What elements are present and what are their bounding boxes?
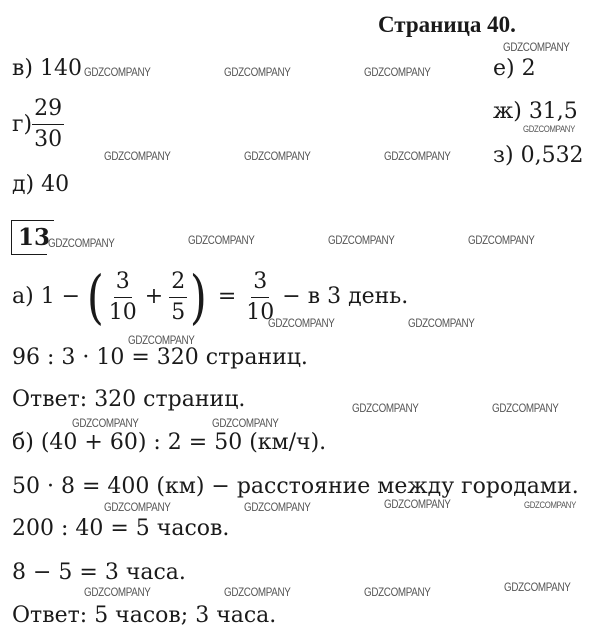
fraction-denominator: 10: [246, 299, 275, 325]
solution-line-6: 200 : 40 = 5 часов.: [12, 516, 230, 541]
watermark: GDZCOMPANY: [104, 149, 171, 163]
watermark: GDZCOMPANY: [212, 416, 279, 430]
answer-e: е) 2: [493, 56, 536, 81]
watermark: GDZCOMPANY: [364, 65, 431, 79]
fraction-denominator: 5: [171, 299, 186, 325]
fraction-numerator: 2: [169, 269, 187, 298]
watermark: GDZCOMPANY: [224, 65, 291, 79]
watermark: GDZCOMPANY: [128, 333, 195, 347]
watermark: GDZCOMPANY: [224, 585, 291, 599]
plus-sign: +: [144, 284, 164, 309]
watermark: GDZCOMPANY: [523, 124, 575, 135]
watermark: GDZCOMPANY: [492, 401, 559, 415]
solution-line-4: б) (40 + 60) : 2 = 50 (км/ч).: [12, 430, 327, 455]
answer-g-label: г): [12, 111, 33, 137]
watermark: GDZCOMPANY: [244, 500, 311, 514]
watermark: GDZCOMPANY: [84, 65, 151, 79]
watermark: GDZCOMPANY: [48, 236, 115, 250]
watermark: GDZCOMPANY: [504, 580, 571, 594]
solution-line-7: 8 − 5 = 3 часа.: [12, 560, 186, 585]
fraction-numerator: 3: [251, 269, 269, 298]
fraction-numerator: 29: [32, 96, 64, 125]
open-paren: (: [86, 263, 104, 331]
watermark: GDZCOMPANY: [84, 585, 151, 599]
fraction-numerator: 3: [114, 269, 132, 298]
solution-line-2: 96 : 3 · 10 = 320 страниц.: [12, 345, 308, 370]
answer-z: з) 0,532: [493, 143, 584, 168]
watermark: GDZCOMPANY: [72, 416, 139, 430]
close-paren: ): [190, 263, 208, 331]
answer-g: [12, 96, 64, 153]
watermark: GDZCOMPANY: [503, 40, 570, 54]
answer-g-fraction: [32, 96, 64, 153]
answer-d: д) 40: [12, 172, 70, 197]
solution-a-prefix: а) 1 −: [12, 284, 81, 309]
watermark: GDZCOMPANY: [384, 149, 451, 163]
page-title: Страница 40.: [378, 12, 516, 37]
equals-sign: =: [217, 284, 237, 309]
watermark: GDZCOMPANY: [244, 149, 311, 163]
fraction-2: [169, 269, 187, 326]
watermark: GDZCOMPANY: [328, 233, 395, 247]
watermark: GDZCOMPANY: [384, 497, 451, 511]
watermark: GDZCOMPANY: [408, 316, 475, 330]
watermark: GDZCOMPANY: [468, 233, 535, 247]
watermark: GDZCOMPANY: [524, 500, 576, 511]
watermark: GDZCOMPANY: [364, 585, 431, 599]
watermark: GDZCOMPANY: [188, 233, 255, 247]
watermark: GDZCOMPANY: [104, 500, 171, 514]
solution-line-8: Ответ: 5 часов; 3 часа.: [12, 603, 277, 628]
solution-line-3: Ответ: 320 страниц.: [12, 387, 246, 412]
answer-v: в) 140: [12, 56, 82, 81]
solution-a-suffix: − в 3 день.: [282, 284, 409, 309]
fraction-1: [107, 269, 139, 326]
fraction-denominator: 30: [34, 127, 63, 152]
task-number-box: 13: [11, 220, 54, 255]
fraction-denominator: 10: [108, 299, 137, 325]
watermark: GDZCOMPANY: [268, 316, 335, 330]
solution-line-5: 50 · 8 = 400 (км) − расстояние между городами.: [12, 474, 579, 499]
watermark: GDZCOMPANY: [352, 401, 419, 415]
task-number-underline: [11, 254, 47, 255]
answer-zh: ж) 31,5: [493, 99, 578, 124]
solution-line-a: [12, 263, 409, 331]
